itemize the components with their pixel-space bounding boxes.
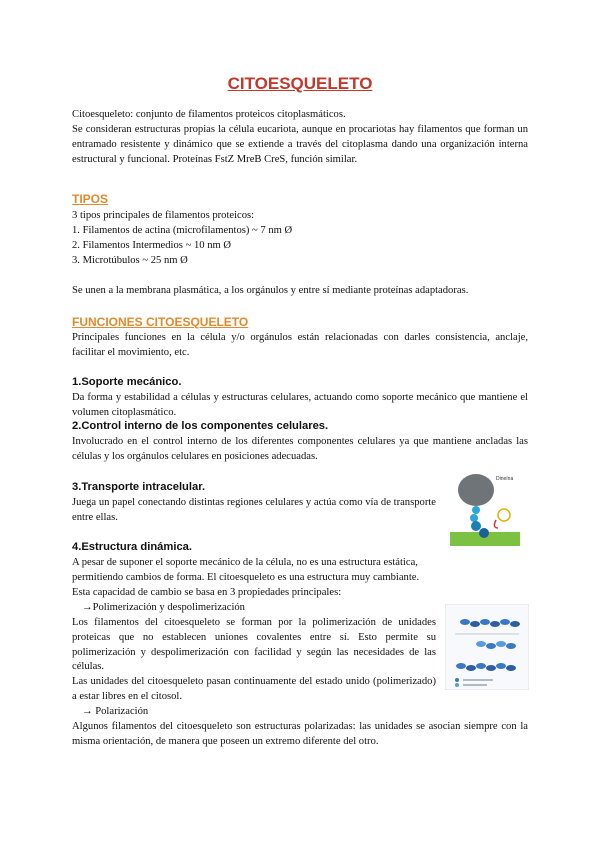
motor-protein-figure [448,470,528,552]
motor-head [479,528,489,538]
tipos-item-3: 3. Microtúbulos ~ 25 nm Ø [72,255,188,266]
tipos-intro: 3 tipos principales de filamentos proteicos: [72,210,255,221]
section-heading-tipos: TIPOS [72,192,109,206]
control-text: Involucrado en el control interno de los diferentes componentes celulares ya que mantiene ancladas las células y los orgánulos celulares en posiciones adecuadas. [72,436,528,462]
legend-line [463,679,493,681]
soporte-heading: 1.Soporte mecánico. [72,376,182,388]
motor-head [471,521,481,531]
estructura-heading: 4.Estructura dinámica. [72,541,192,553]
tipos-item-2: 2. Filamentos Intermedios ~ 10 nm Ø [72,240,232,251]
transporte-heading: 3.Transporte intracelular. [72,481,206,493]
intro-definition: Citoesqueleto: conjunto de filamentos proteicos citoplasmáticos. [72,109,346,120]
estructura-text-2: Esta capacidad de cambio se basa en 3 propiedades principales: [72,587,342,598]
transporte-text: Juega un papel conectando distintas regiones celulares y actúa como vía de transporte entre ellas. [72,497,436,523]
arrow-icon [494,520,498,528]
motor-segment [472,506,480,514]
polymerization-figure [445,604,529,690]
polimerizacion-text: Los filamentos del citoesqueleto se forman por la polimerización de unidades proteicas que no establecen uniones covalentes entre sí. Esto permite su polimerización y despolimerización con facilidad y según las necesidades de las células. [72,617,436,673]
intro-paragraph: Se consideran estructuras propias la célula eucariota, aunque en procariotas hay filamentos que forman un entramado resistente y dinámico que se extiende a través del citoplasma dando una organización interna estructural y funcional. Proteínas FstZ MreB CreS, función similar. [72,124,528,165]
figure-label: Dineína [496,476,514,482]
legend-line [463,684,487,686]
polarizacion-text: Algunos filamentos del citoesqueleto son estructuras polarizadas: las unidades se asocian siempre con la misma orientación, de manera que poseen un extremo diferente del otro. [72,721,528,747]
page-title: CITOESQUELETO [227,74,373,93]
vesicle-cargo [458,474,494,506]
tipos-note: Se unen a la membrana plasmática, a los orgánulos y entre sí mediante proteínas adaptadoras. [72,285,469,296]
tipos-item-1: 1. Filamentos de actina (microfilamentos) ~ 7 nm Ø [72,225,293,236]
unidades-text: Las unidades del citoesqueleto pasan continuamente del estado unido (polimerizado) a estar libres en el citosol. [72,676,436,702]
control-heading: 2.Control interno de los componentes celulares. [72,420,329,432]
atp-molecule [498,509,510,521]
polimerizacion-arrow: →Polimerización y despolimerización [82,602,245,613]
legend-dot [455,678,459,682]
funciones-intro: Principales funciones en la célula y/o orgánulos están relacionadas con darles consistencia, anclaje, facilitar el movimiento, etc. [72,332,528,358]
estructura-text-1: A pesar de suponer el soporte mecánico de la célula, no es una estructura estática, permitiendo cambios de forma. El citoesqueleto es una estructura muy cambiante. [72,557,420,583]
motor-segment [470,514,478,522]
soporte-text: Da forma y estabilidad a células y estructuras celulares, actuando como soporte mecánico que mantiene el volumen citoplasmático. [72,392,528,418]
section-heading-funciones: FUNCIONES CITOESQUELETO [72,315,249,329]
legend-dot [455,683,459,687]
polarizacion-arrow: → Polarización [82,706,149,717]
